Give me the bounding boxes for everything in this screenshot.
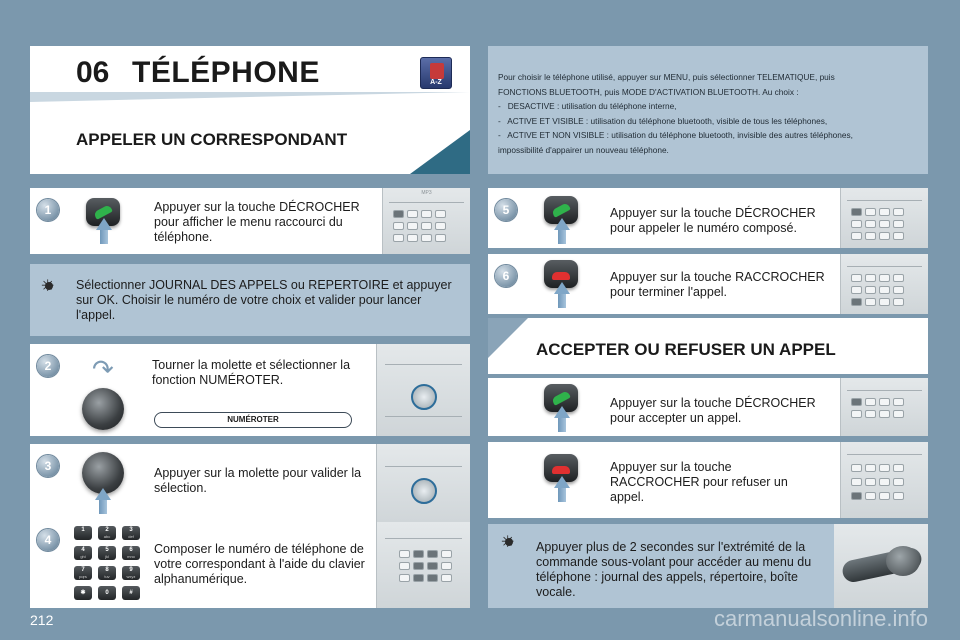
photo-brand: MP3 — [421, 190, 432, 196]
finger-arrow-icon — [554, 476, 570, 502]
keypad — [74, 526, 150, 606]
step-2-photo — [376, 344, 470, 436]
keypad-key: 3 def — [122, 526, 140, 540]
intro-bullet-2-text: ACTIVE ET VISIBLE : utilisation du téléphone bluetooth, visible de tous les téléphones, — [507, 115, 828, 126]
intro-bullet-1: - DESACTIVE : utilisation du téléphone interne, — [498, 101, 677, 111]
step-1-text: Appuyer sur la touche DÉCROCHER pour afficher le menu raccourci du téléphone. — [154, 200, 360, 244]
step-4-text: Composer le numéro de téléphone de votre correspondant à l'aide du clavier alphanumérique. — [154, 542, 365, 586]
step-3-text: Appuyer sur la molette pour valider la sélection. — [154, 466, 362, 495]
dial-knob-icon — [82, 388, 124, 430]
finger-arrow-icon — [95, 488, 111, 514]
accept-2-panel — [488, 442, 928, 518]
intro-line-1: Pour choisir le téléphone utilisé, appuyer sur MENU, puis sélectionner TELEMATIQUE, puis — [498, 72, 835, 82]
intro-bullet-3-text: ACTIVE ET NON VISIBLE : utilisation du téléphone bluetooth, invisible des autres téléphones, — [507, 130, 853, 140]
accept-tip-panel — [488, 524, 834, 608]
header-corner-accent — [410, 130, 470, 174]
step-4-photo — [376, 522, 470, 608]
phone-book-icon — [430, 63, 444, 79]
section-title: APPELER UN CORRESPONDANT — [76, 130, 348, 149]
accept-1-photo — [840, 378, 928, 436]
step-3-badge: 3 — [37, 455, 59, 477]
keypad-key: 2 abc — [98, 526, 116, 540]
step-1-photo — [382, 188, 470, 254]
accept-1-text: Appuyer sur la touche DÉCROCHER pour accepter un appel. — [610, 396, 816, 425]
header-wedge — [30, 92, 470, 102]
intro-bullet-3: - ACTIVE ET NON VISIBLE : utilisation du téléphone bluetooth, invisible des autres téléphones, — [498, 130, 853, 140]
step-1-badge: 1 — [37, 199, 59, 221]
accept-header-panel — [488, 318, 928, 374]
step-1-panel — [30, 188, 470, 254]
step-2-text: Tourner la molette et sélectionner la fonction NUMÉROTER. — [152, 358, 351, 387]
finger-arrow-icon — [96, 218, 112, 244]
step-5-panel — [488, 188, 928, 248]
page-title: TÉLÉPHONE — [132, 56, 320, 89]
az-icon-label: A-Z — [430, 79, 442, 86]
chapter-number: 06 — [76, 56, 110, 89]
keypad-key: 0 — [98, 586, 116, 600]
accept-title: ACCEPTER OU REFUSER UN APPEL — [536, 340, 836, 359]
keypad-key: ✱ — [74, 586, 92, 600]
accept-2-photo — [840, 442, 928, 518]
step-5-text: Appuyer sur la touche DÉCROCHER pour appeler le numéro composé. — [610, 206, 816, 235]
keypad-key: 4 ghi — [74, 546, 92, 560]
step-2-badge: 2 — [37, 355, 59, 377]
finger-arrow-icon — [554, 218, 570, 244]
accept-2-text: Appuyer sur la touche RACCROCHER pour refuser un appel. — [610, 460, 788, 504]
step-2-panel — [30, 344, 470, 436]
tip-1-text: Sélectionner JOURNAL DES APPELS ou REPERTOIRE et appuyer sur OK. Choisir le numéro de votre choix et valider pour lancer l'appel. — [76, 278, 452, 322]
accept-header-wedge — [488, 318, 528, 358]
keypad-key: 9 wxyz — [122, 566, 140, 580]
step-6-panel — [488, 254, 928, 314]
step-4-panel — [30, 522, 470, 608]
intro-bullet-2: - ACTIVE ET VISIBLE : utilisation du téléphone bluetooth, visible de tous les téléphones, — [498, 115, 828, 126]
step-6-text: Appuyer sur la touche RACCROCHER pour terminer l'appel. — [610, 270, 825, 299]
step-5-badge: 5 — [495, 199, 517, 221]
finger-arrow-icon — [554, 406, 570, 432]
stalk-control-photo — [834, 524, 928, 608]
finger-arrow-icon — [554, 282, 570, 308]
tip-1-panel — [30, 264, 470, 336]
accept-tip-text: Appuyer plus de 2 secondes sur l'extrémité de la commande sous-volant pour accéder au menu du téléphone : journal des appels, répertoire, boîte vocale. — [536, 540, 812, 599]
az-icon — [420, 57, 452, 89]
intro-panel — [488, 46, 928, 174]
keypad-key: # — [122, 586, 140, 600]
step-6-badge: 6 — [495, 265, 517, 287]
step-5-photo — [840, 188, 928, 248]
intro-line-2: FONCTIONS BLUETOOTH, puis MODE D'ACTIVATION BLUETOOTH. Au choix : — [498, 86, 799, 97]
intro-line-last: impossibilité d'appairer un nouveau téléphone. — [498, 144, 669, 155]
keypad-key: 1 — [74, 526, 92, 540]
accept-1-panel — [488, 378, 928, 436]
keypad-key: 5 jkl — [98, 546, 116, 560]
header-panel — [30, 46, 470, 174]
rotate-arrow-icon: ↷ — [92, 354, 114, 384]
tip-icon — [500, 534, 518, 552]
keypad-key: 7 pqrs — [74, 566, 92, 580]
step-3-panel — [30, 444, 470, 526]
step-4-badge: 4 — [37, 529, 59, 551]
keypad-key: 6 mno — [122, 546, 140, 560]
numeroter-button[interactable]: NUMÉROTER — [154, 412, 352, 428]
page-number: 212 — [30, 612, 54, 628]
watermark: carmanualsonline.info — [713, 606, 928, 631]
keypad-key: 8 tuv — [98, 566, 116, 580]
step-3-photo — [376, 444, 470, 526]
tip-icon — [40, 278, 58, 296]
intro-bullet-1-text: DESACTIVE : utilisation du téléphone interne, — [507, 101, 677, 111]
step-6-photo — [840, 254, 928, 314]
